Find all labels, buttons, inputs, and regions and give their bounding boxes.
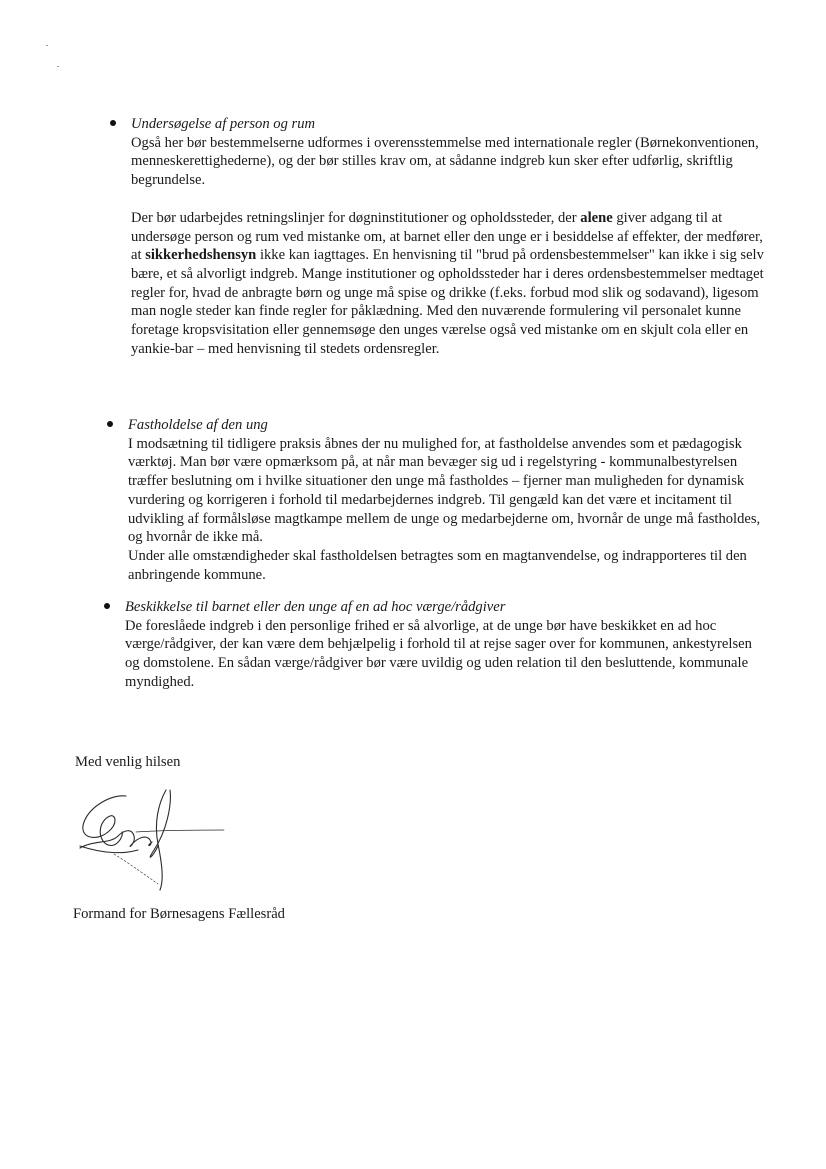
section-fastholdelse [128,416,768,584]
closing-salutation: Med venlig hilsen [75,754,181,770]
section-heading: Undersøgelse af person og rum [131,116,316,132]
section-paragraph: Også her bør bestemmelserne udformes i overensstemmelse med internationale regler (Børnekonventionen, menneskerettighederne), og der bør stilles krav om, at sådanne indgreb kun sker efter udførlig, skriftlig begrundelse. [131,134,759,189]
bullet-icon [104,603,110,609]
section-paragraph: I modsætning til tidligere praksis åbnes der nu mulighed for, at fastholdelse anvendes som et pædagogisk værktøj. Man bør være opmærksom på, at når man bevæger sig ud i regelstyring - kommunalbestyrelsen træffer beslutning om i hvilke situationer den unge må fastholdes – fjerner man muligheden for dynamisk vurdering og korrigeren i forhold til medarbejdernes indgreb. Til gengæld kan det være et incitament til udvikling af formålsløse magtkampe mellem de unge og medarbejderne om, hvornår de unge må fastholdes, og hvornår de ikke må. [128,435,761,546]
section-paragraph: Under alle omstændigheder skal fastholdelsen betragtes som en magtanvendelse, og indrapporteres til den anbringende kommune. [128,547,747,583]
emphasis-sikkerhedshensyn: sikkerhedshensyn [145,247,257,264]
section-heading: Beskikkelse til barnet eller den unge af en ad hoc værge/rådgiver [125,599,506,615]
section-paragraph: De foreslåede indgreb i den personlige frihed er så alvorlige, at de unge bør have beskikket en ad hoc værge/rådgiver, der kan være dem behjælpelig i forhold til at rejse sager over for kommunen, ankestyrelsen og domstolene. En sådan værge/rådgiver bør være uvildig og uden relation til den besluttende, kommunale myndighed. [125,617,752,690]
section-paragraph [131,209,771,359]
text-run: ikke kan iagttages. En henvisning til "brud på ordensbestemmelser" kan ikke i sig selv bære, et så alvorligt indgreb. Mange institutioner og opholdssteder har i deres ordensbestemmelser medtaget regler for, hvad de anbragte børn og unge må spise og drikke (f.eks. forbud mod slik og sodavand), ligesom man nogle steder kan finde regler for påklædning. Med den nuværende formulering vil personalet kunne foretage kropsvisitation eller gennemsøge den unges værelse også ved mistanke om en skjult cola eller en yankie-bar – med henvisning til stedets ordensregler. [131,247,764,357]
signer-title: Formand for Børnesagens Fællesråd [73,906,285,922]
section-heading: Fastholdelse af den ung [128,417,268,433]
section-undersoegelse [131,115,771,358]
bullet-icon [107,421,113,427]
emphasis-alene: alene [580,209,613,226]
text-run: Der bør udarbejdes retningslinjer for døgninstitutioner og opholdssteder, der [131,209,581,226]
scan-speck [46,45,48,46]
handwritten-signature [74,784,234,896]
scan-speck [57,66,59,67]
section-beskikkelse [125,598,765,692]
text-run: giver adgang til at undersøge person og rum ved mistanke om, at barnet eller den unge er i besiddelse af effekter, der medfører, at [131,209,763,264]
bullet-icon [110,120,116,126]
